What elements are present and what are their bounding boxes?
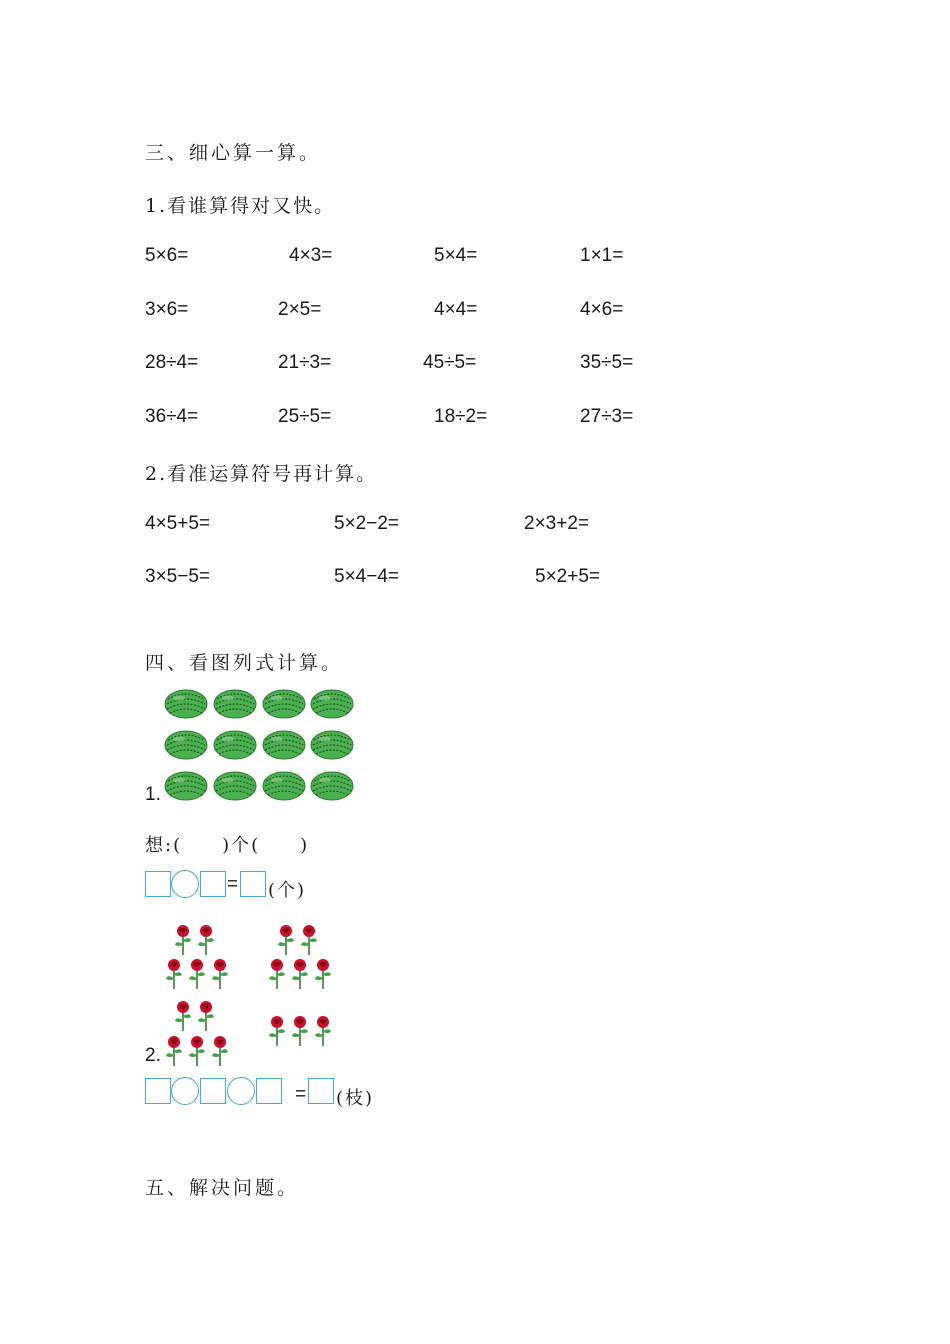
rose-icon: [299, 924, 319, 956]
rose-icon: [290, 958, 310, 990]
section-4-title: 四、看图列式计算。: [145, 652, 344, 674]
exercise-item: 3×6=: [145, 299, 189, 320]
exercise-item: 4×6=: [580, 299, 624, 320]
rose-icon: [164, 1035, 184, 1067]
watermelon-icon: [213, 730, 257, 760]
watermelon-icon: [164, 771, 208, 801]
exercise-item: 3×5−5=: [145, 566, 210, 587]
watermelon-icon: [262, 771, 306, 801]
exercise-item: 5×2−2=: [334, 513, 399, 534]
rose-icon: [187, 1035, 207, 1067]
exercise-item: 25÷5=: [278, 406, 332, 427]
exercise-item: 36÷4=: [145, 406, 199, 427]
exercise-item: 2×5=: [278, 299, 322, 320]
unit-label: (枝): [336, 1088, 375, 1109]
rose-icon: [173, 1000, 193, 1032]
question-1-think-prompt: 想:( )个( ): [145, 835, 310, 856]
exercise-item: 5×4−4=: [334, 566, 399, 587]
watermelon-icon: [310, 730, 354, 760]
watermelon-icon: [213, 771, 257, 801]
answer-box[interactable]: [145, 1078, 171, 1104]
exercise-item: 4×5+5=: [145, 513, 210, 534]
operator-circle[interactable]: [171, 1077, 199, 1105]
exercise-item: 45÷5=: [423, 352, 477, 373]
rose-icon: [276, 924, 296, 956]
watermelon-icon: [262, 689, 306, 719]
exercise-item: 35÷5=: [580, 352, 634, 373]
watermelon-icon: [310, 689, 354, 719]
watermelon-icon: [262, 730, 306, 760]
rose-icon: [164, 958, 184, 990]
part-1-title: 1.看谁算得对又快。: [145, 195, 336, 217]
rose-icon: [290, 1015, 310, 1047]
equals-sign: =: [295, 1084, 307, 1105]
answer-box[interactable]: [200, 1078, 226, 1104]
section-5-title: 五、解决问题。: [145, 1177, 300, 1199]
rose-icon: [313, 958, 333, 990]
result-box[interactable]: [308, 1078, 334, 1104]
exercise-item: 2×3+2=: [524, 513, 589, 534]
rose-icon: [173, 924, 193, 956]
unit-label: (个): [268, 880, 307, 901]
watermelon-icon: [213, 689, 257, 719]
answer-box[interactable]: [256, 1078, 282, 1104]
question-1-number: 1.: [145, 784, 161, 805]
exercise-item: 5×2+5=: [535, 566, 600, 587]
rose-icon: [196, 1000, 216, 1032]
watermelon-icon: [164, 730, 208, 760]
question-2-number: 2.: [145, 1045, 161, 1066]
rose-icon: [267, 1015, 287, 1047]
watermelon-icon: [164, 689, 208, 719]
exercise-item: 4×3=: [289, 245, 333, 266]
exercise-item: 1×1=: [580, 245, 624, 266]
answer-box[interactable]: [145, 871, 171, 897]
rose-icon: [267, 958, 287, 990]
result-box[interactable]: [240, 871, 266, 897]
rose-icon: [313, 1015, 333, 1047]
rose-icon: [187, 958, 207, 990]
exercise-item: 21÷3=: [278, 352, 332, 373]
exercise-item: 5×6=: [145, 245, 189, 266]
exercise-item: 4×4=: [434, 299, 478, 320]
exercise-item: 5×4=: [434, 245, 478, 266]
exercise-item: 18÷2=: [434, 406, 488, 427]
rose-icon: [196, 924, 216, 956]
part-2-title: 2.看准运算符号再计算。: [145, 463, 378, 485]
answer-box[interactable]: [200, 871, 226, 897]
exercise-item: 27÷3=: [580, 406, 634, 427]
equals-sign: =: [227, 874, 239, 895]
section-3-title: 三、细心算一算。: [145, 142, 322, 164]
exercise-item: 28÷4=: [145, 352, 199, 373]
rose-icon: [210, 958, 230, 990]
watermelon-icon: [310, 771, 354, 801]
operator-circle[interactable]: [171, 870, 199, 898]
operator-circle[interactable]: [227, 1077, 255, 1105]
rose-icon: [210, 1035, 230, 1067]
